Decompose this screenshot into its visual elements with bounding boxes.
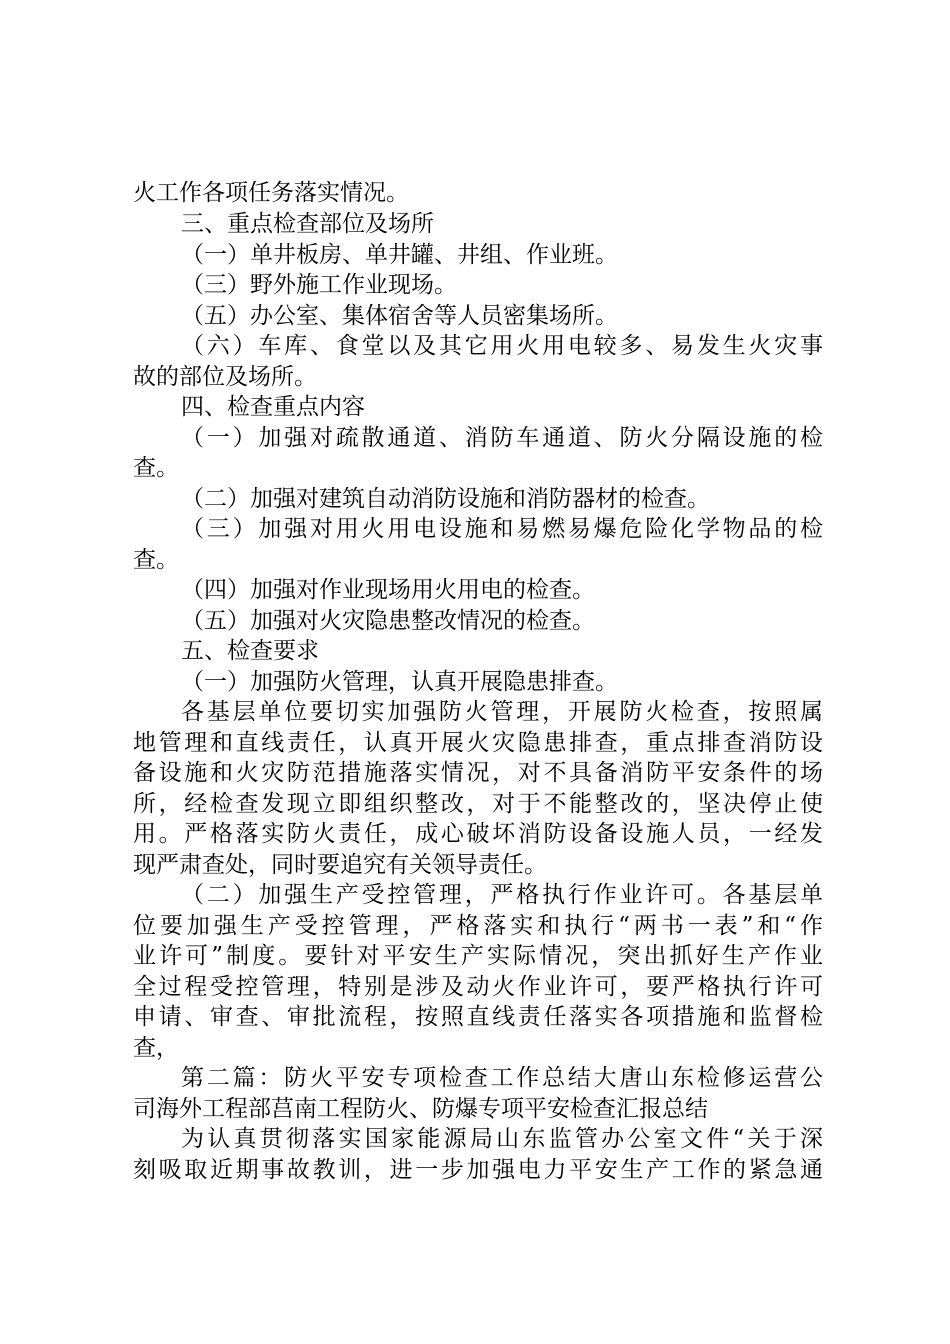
list-item: （二）加强对建筑自动消防设施和消防器材的检查。 — [181, 486, 710, 512]
list-item: （五）办公室、集体宿舍等人员密集场所。 — [181, 303, 618, 329]
section-heading: 四、检查重点内容 — [181, 394, 365, 420]
paragraph-line: 为认真贯彻落实国家能源局山东监管办公室文件“关于深 — [181, 1126, 823, 1152]
paragraph-line: （二）加强生产受控管理，严格执行作业许可。各基层单 — [181, 882, 823, 908]
text-line: 火工作各项任务落实情况。 — [133, 180, 409, 206]
paragraph-line: 申请、审查、审批流程，按照直线责任落实各项措施和监督检 — [133, 1004, 823, 1030]
section-heading: 三、重点检查部位及场所 — [181, 211, 434, 237]
paragraph-line: 位要加强生产受控管理，严格落实和执行“两书一表”和“作 — [133, 913, 823, 939]
list-item: （三）野外施工作业现场。 — [181, 272, 457, 298]
paragraph-line: 备设施和火灾防范措施落实情况，对不具备消防平安条件的场 — [133, 760, 823, 786]
paragraph-line: 刻吸取近期事故教训，进一步加强电力平安生产工作的紧急通 — [133, 1157, 823, 1183]
list-item: （六）车库、食堂以及其它用火用电较多、易发生火灾事 — [181, 333, 823, 359]
paragraph-line: 地管理和直线责任，认真开展火灾隐患排查，重点排查消防设 — [133, 730, 823, 756]
list-item: （四）加强对作业现场用火用电的检查。 — [181, 577, 595, 603]
list-item: （五）加强对火灾隐患整改情况的检查。 — [181, 608, 595, 634]
list-item: （一）单井板房、单井罐、井组、作业班。 — [181, 242, 618, 268]
paragraph-line: 业许可”制度。要针对平安生产实际情况，突出抓好生产作业 — [133, 943, 823, 969]
list-item: （一）加强对疏散通道、消防车通道、防火分隔设施的检 — [181, 425, 823, 451]
list-item: （一）加强防火管理，认真开展隐患排查。 — [181, 669, 618, 695]
paragraph-line: 全过程受控管理，特别是涉及动火作业许可，要严格执行许可 — [133, 974, 823, 1000]
text-line: 查。 — [133, 547, 179, 573]
paragraph-line: 现严肃查处，同时要追究有关领导责任。 — [133, 852, 547, 878]
list-item: （三）加强对用火用电设施和易燃易爆危险化学物品的检 — [181, 516, 823, 542]
paragraph-line: 各基层单位要切实加强防火管理，开展防火检查，按照属 — [181, 699, 823, 725]
text-line: 查。 — [133, 455, 179, 481]
paragraph-line: 用。严格落实防火责任，成心破坏消防设备设施人员，一经发 — [133, 821, 823, 847]
article-title: 第二篇：防火平安专项检查工作总结大唐山东检修运营公 — [181, 1065, 823, 1091]
section-heading: 五、检查要求 — [181, 638, 319, 664]
paragraph-line: 所，经检查发现立即组织整改，对于不能整改的，坚决停止使 — [133, 791, 823, 817]
paragraph-line: 查， — [133, 1035, 179, 1061]
text-line: 故的部位及场所。 — [133, 364, 317, 390]
article-title: 司海外工程部莒南工程防火、防爆专项平安检查汇报总结 — [133, 1096, 708, 1122]
